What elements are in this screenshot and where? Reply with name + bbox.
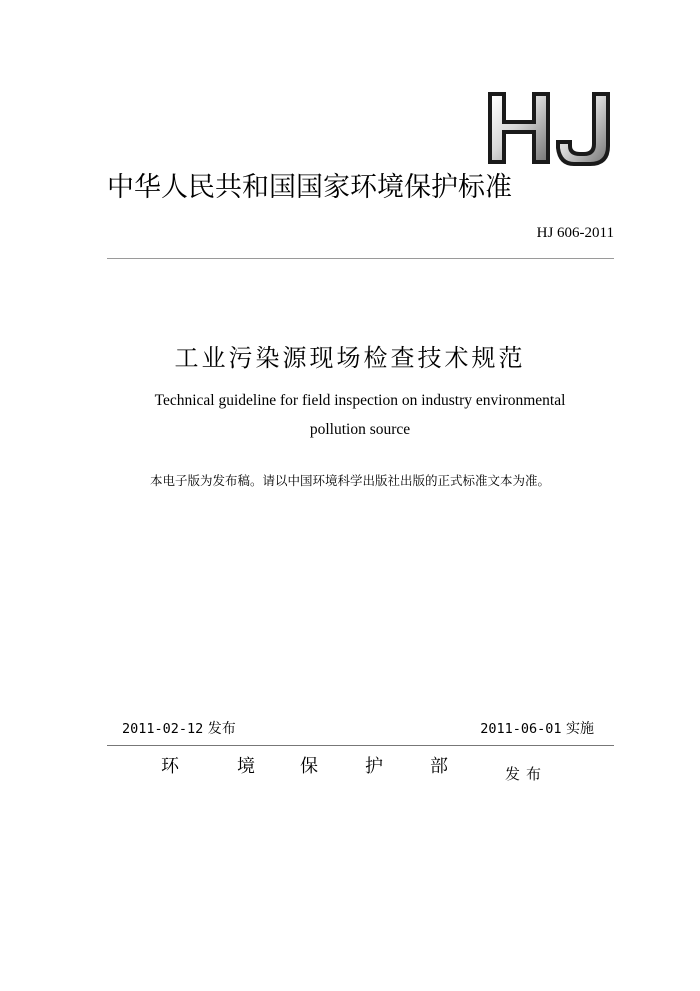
- publish-label: 发布: [505, 765, 548, 783]
- ministry-char: 保: [300, 756, 318, 777]
- issue-date: [122, 720, 236, 738]
- issue-date-value: 2011-02-12: [122, 721, 204, 737]
- bottom-divider: [107, 745, 614, 746]
- ministry-char: 境: [237, 756, 255, 777]
- logo-letter-j: [556, 92, 610, 166]
- title-english: [130, 386, 590, 444]
- logo-letter-h: [488, 92, 550, 164]
- edition-notice: 本电子版为发布稿。请以中国环境科学出版社出版的正式标准文本为准。: [149, 473, 550, 488]
- ministry-char: 护: [365, 756, 383, 777]
- top-divider: [107, 258, 614, 259]
- effective-date: [480, 720, 594, 738]
- ministry-char: 部: [430, 756, 448, 777]
- title-english-line-1: Technical guideline for field inspection on industry environmental: [154, 392, 566, 409]
- issue-date-label: 发布: [207, 721, 236, 737]
- title-english-line-2: pollution source: [309, 421, 411, 438]
- title-chinese: 工业污染源现场检查技术规范: [174, 344, 526, 372]
- effective-date-label: 实施: [566, 721, 594, 737]
- standard-code: HJ 606-2011: [536, 225, 614, 241]
- ministry-char: 环: [161, 756, 179, 777]
- effective-date-value: 2011-06-01: [480, 721, 562, 737]
- standard-category: 中华人民共和国国家环境保护标准: [107, 172, 512, 203]
- hj-logo: [486, 90, 616, 168]
